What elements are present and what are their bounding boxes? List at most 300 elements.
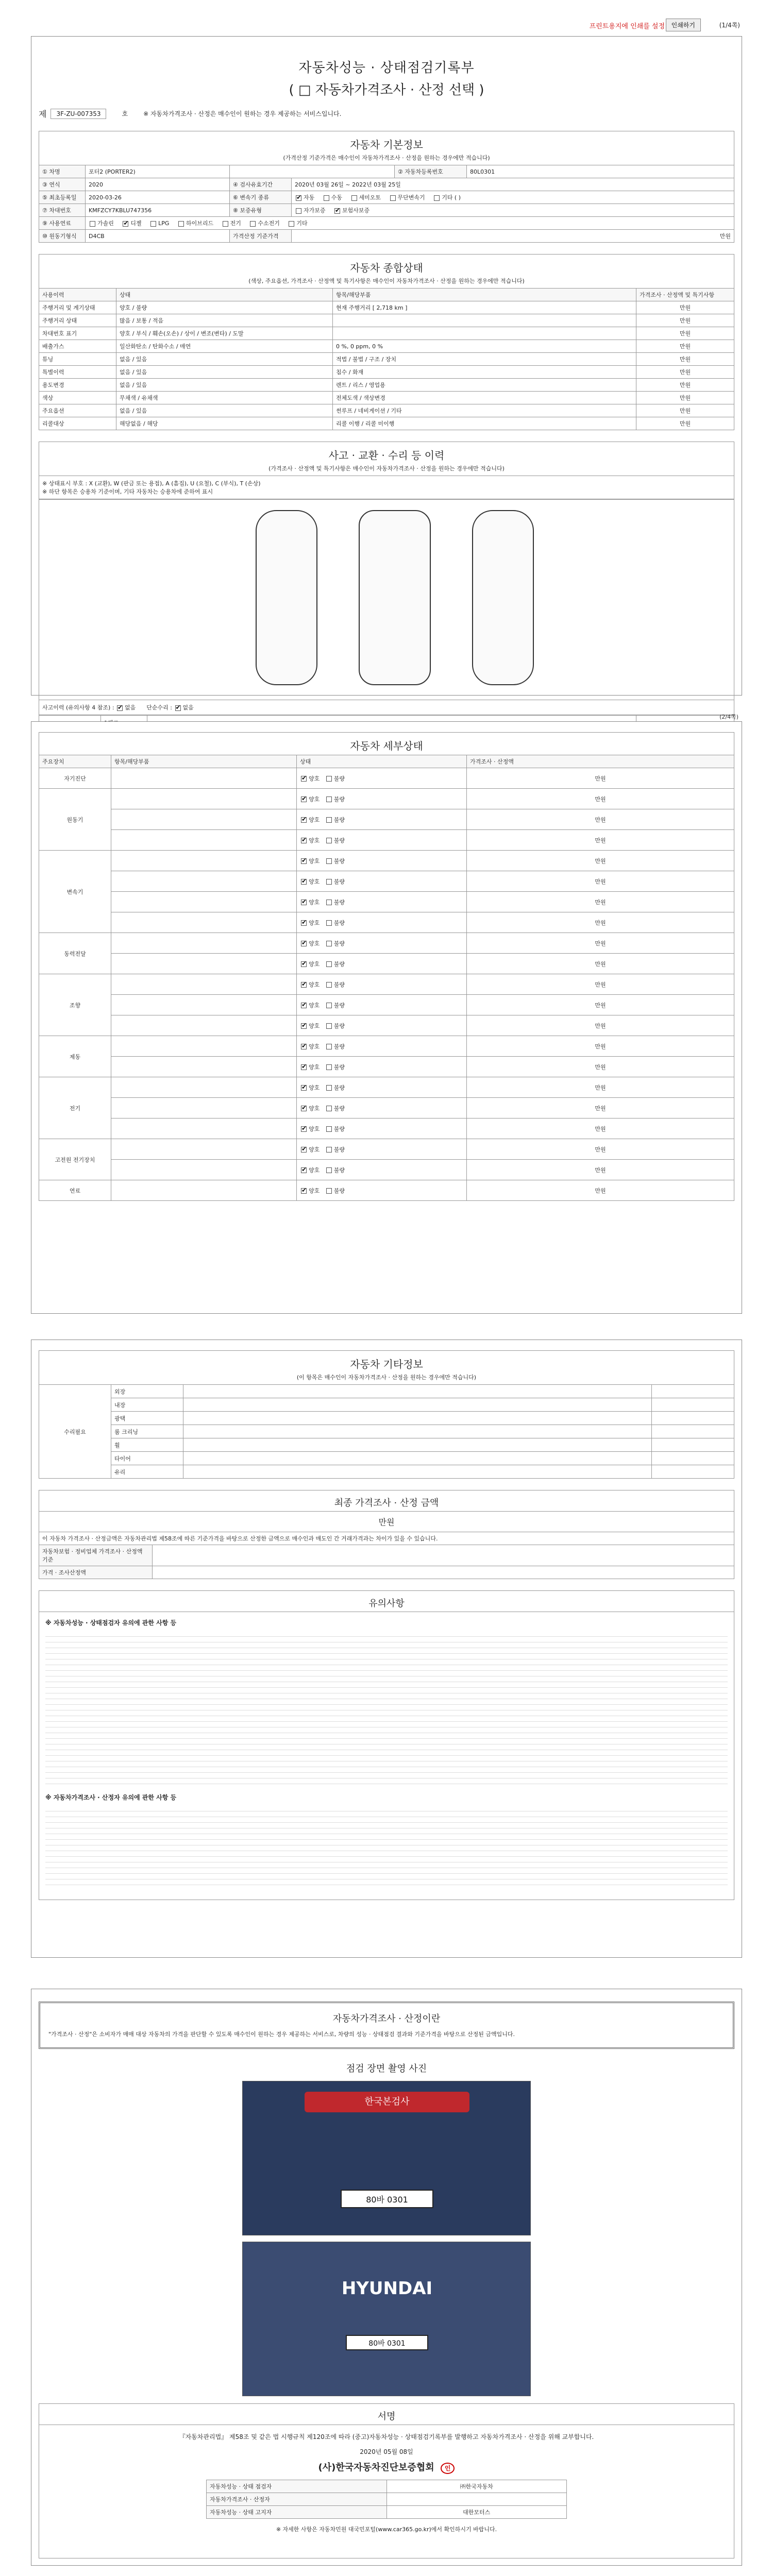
detail-item bbox=[111, 1077, 297, 1098]
summary-cell-detail: 적법 / 불법 / 구조 / 장치 bbox=[333, 353, 636, 366]
detail-state: ✔ 양호 불량 bbox=[297, 768, 467, 789]
summary-cell-detail bbox=[333, 314, 636, 327]
page-3 bbox=[31, 1340, 742, 1958]
other-row bbox=[39, 1465, 734, 1479]
detail-group: 자기진단 bbox=[39, 768, 111, 789]
notes-head-1: ※ 자동차성능 · 상태점검자 유의에 관한 사항 등 bbox=[45, 1619, 177, 1626]
other-state bbox=[183, 1465, 652, 1479]
year: 2020 bbox=[86, 178, 230, 191]
car-name: 포터2 (PORTER2) bbox=[86, 165, 230, 178]
state-good-checkbox[interactable] bbox=[301, 961, 307, 967]
detail-col-item: 항목/해당부품 bbox=[111, 755, 297, 768]
trans-label: ⑥ 변속기 종류 bbox=[230, 191, 292, 204]
detail-group: 연료 bbox=[39, 1180, 111, 1201]
detail-price: 만원 bbox=[467, 1160, 734, 1180]
detail-state: ✔양호 불량 bbox=[297, 1015, 467, 1036]
detail-state: ✔양호 불량 bbox=[297, 1057, 467, 1077]
state-good-checkbox[interactable] bbox=[301, 1167, 307, 1173]
detail-price: 만원 bbox=[467, 974, 734, 995]
detail-state: ✔양호 불량 bbox=[297, 1160, 467, 1180]
state-bad-checkbox[interactable] bbox=[326, 1003, 332, 1008]
warranty-insurer-checkbox[interactable] bbox=[334, 208, 340, 214]
summary-col-item: 항목/해당부품 bbox=[333, 289, 636, 301]
repair-none-checkbox[interactable] bbox=[175, 705, 181, 711]
trans-auto-checkbox[interactable] bbox=[296, 195, 301, 201]
state-good-checkbox[interactable] bbox=[301, 1106, 307, 1111]
summary-note: (색상, 주요옵션, 가격조사 · 산정액 및 특기사항은 매수인이 자동차가격조사 · 산정을 원하는 경우에만 적습니다) bbox=[39, 277, 734, 288]
summary-cell-state: 양호 / 부식 / 훼손(오손) / 상이 / 변조(변타) / 도말 bbox=[116, 327, 333, 340]
signature-seal: 인 bbox=[441, 2463, 455, 2474]
state-bad-checkbox[interactable] bbox=[326, 1044, 332, 1049]
other-group: 수리필요 bbox=[39, 1385, 111, 1479]
summary-cell-state: 무채색 / 유채색 bbox=[116, 392, 333, 404]
detail-item bbox=[111, 954, 297, 974]
detail-price: 만원 bbox=[467, 768, 734, 789]
detail-item bbox=[111, 995, 297, 1015]
summary-cell-label: 주행거리 상태 bbox=[39, 314, 116, 327]
summary-cell-label: 주요옵션 bbox=[39, 404, 116, 417]
state-bad-checkbox[interactable] bbox=[326, 941, 332, 946]
state-bad-checkbox[interactable] bbox=[326, 879, 332, 885]
summary-row bbox=[39, 340, 734, 353]
inspect-period-label: ④ 검사유효기간 bbox=[230, 178, 292, 191]
state-good-checkbox[interactable] bbox=[301, 920, 307, 926]
detail-item bbox=[111, 974, 297, 995]
detail-state: ✔양호 불량 bbox=[297, 1098, 467, 1118]
detail-group: 동력전달 bbox=[39, 933, 111, 974]
detail-price: 만원 bbox=[467, 1015, 734, 1036]
fuel-label: ⑨ 사용연료 bbox=[39, 217, 86, 230]
state-bad-checkbox[interactable] bbox=[326, 1106, 332, 1111]
detail-price: 만원 bbox=[467, 809, 734, 830]
trans-options: ✔ 자동 수동 세미오토 무단변속기 기타 ( ) bbox=[292, 191, 734, 204]
summary-row bbox=[39, 301, 734, 314]
summary-cell-price: 만원 bbox=[636, 314, 734, 327]
detail-item bbox=[111, 871, 297, 892]
notes-text-2 bbox=[45, 1806, 728, 1888]
fuel-gasoline-checkbox[interactable] bbox=[90, 221, 95, 227]
summary-cell-label: 튜닝 bbox=[39, 353, 116, 366]
detail-row bbox=[39, 1139, 734, 1160]
page-2 bbox=[31, 714, 742, 1314]
signature-footer: ※ 자세한 사항은 자동차민원 대국민포털(www.car365.go.kr)에서 확인하시기 바랍니다. bbox=[276, 2526, 497, 2533]
summary-cell-detail: 0 %, 0 ppm, 0 % bbox=[333, 340, 636, 353]
detail-price: 만원 bbox=[467, 830, 734, 851]
other-title: 자동차 기타정보 bbox=[39, 1350, 734, 1373]
detail-group: 조향 bbox=[39, 974, 111, 1036]
state-good-checkbox[interactable] bbox=[301, 817, 307, 823]
detail-row bbox=[39, 1160, 734, 1180]
state-good-checkbox[interactable] bbox=[301, 776, 307, 782]
seller-name: 대한모터스 bbox=[386, 2505, 567, 2518]
car-top-view-right bbox=[472, 510, 534, 685]
detail-price: 만원 bbox=[467, 851, 734, 871]
state-bad-checkbox[interactable] bbox=[326, 1085, 332, 1091]
trans-etc-checkbox[interactable] bbox=[434, 195, 440, 201]
state-good-checkbox[interactable] bbox=[301, 982, 307, 988]
summary-cell-state: 많음 / 보통 / 적음 bbox=[116, 314, 333, 327]
detail-state: ✔양호 불량 bbox=[297, 933, 467, 954]
first-reg: 2020-03-26 bbox=[86, 191, 230, 204]
summary-cell-state: 양호 / 불량 bbox=[116, 301, 333, 314]
state-bad-checkbox[interactable] bbox=[326, 961, 332, 967]
state-good-checkbox[interactable] bbox=[301, 1064, 307, 1070]
detail-price: 만원 bbox=[467, 1139, 734, 1160]
detail-col-state: 상태 bbox=[297, 755, 467, 768]
summary-cell-price: 만원 bbox=[636, 417, 734, 430]
car-top-view-left bbox=[256, 510, 317, 685]
signature-title: 서명 bbox=[39, 2403, 734, 2425]
reg-no: 80L0301 bbox=[467, 165, 734, 178]
final-description: 이 자동차 가격조사 · 산정금액은 자동차관리법 제58조에 따른 기준가격을 바탕으로 산정한 금액으로 매수인과 매도인 간 거래가격과는 차이가 있을 수 있습니다. bbox=[39, 1532, 734, 1545]
detail-state: ✔양호 불량 bbox=[297, 830, 467, 851]
state-good-checkbox[interactable] bbox=[301, 1003, 307, 1008]
year-label: ③ 연식 bbox=[39, 178, 86, 191]
print-notice: 프린트용지에 인쇄를 설정 bbox=[589, 23, 665, 30]
detail-item bbox=[111, 933, 297, 954]
summary-cell-price: 만원 bbox=[636, 392, 734, 404]
other-price bbox=[652, 1465, 734, 1479]
signature-date: 2020년 05월 08일 bbox=[360, 2448, 413, 2455]
page-indicator: (1/4쪽) bbox=[719, 22, 740, 29]
summary-cell-label: 주행거리 및 계기상태 bbox=[39, 301, 116, 314]
detail-row bbox=[39, 1098, 734, 1118]
detail-row bbox=[39, 1057, 734, 1077]
summary-row bbox=[39, 327, 734, 340]
summary-row bbox=[39, 353, 734, 366]
detail-table bbox=[39, 755, 734, 1201]
detail-state: ✔양호 불량 bbox=[297, 1077, 467, 1098]
detail-item bbox=[111, 809, 297, 830]
state-good-checkbox[interactable] bbox=[301, 1023, 307, 1029]
signature-org-row bbox=[46, 2460, 727, 2473]
detail-group: 제동 bbox=[39, 1036, 111, 1077]
reg-no-label: ② 자동차등록번호 bbox=[395, 165, 467, 178]
other-price bbox=[652, 1398, 734, 1412]
other-sub: 내장 bbox=[111, 1398, 183, 1412]
detail-state: ✔ 양호 불량 bbox=[297, 1180, 467, 1201]
state-good-checkbox[interactable] bbox=[301, 1044, 307, 1049]
state-bad-checkbox[interactable] bbox=[326, 920, 332, 926]
fuel-options: 가솔린 ✔ 디젤 LPG 하이브리드 전기 수소전기 기타 bbox=[86, 217, 734, 230]
basic-info-title: 자동차 기본정보 bbox=[39, 131, 734, 154]
accident-title: 사고 · 교환 · 수리 등 이력 bbox=[39, 442, 734, 464]
other-sub: 광택 bbox=[111, 1412, 183, 1425]
detail-item bbox=[111, 830, 297, 851]
vin-label: ⑦ 차대번호 bbox=[39, 204, 86, 217]
detail-state: ✔양호 불량 bbox=[297, 851, 467, 871]
vin: KMFZCY7KBLU747356 bbox=[86, 204, 230, 217]
print-button[interactable]: 인쇄하기 bbox=[666, 19, 701, 31]
summary-cell-detail: 전체도색 / 색상변경 bbox=[333, 392, 636, 404]
summary-cell-label: 배출가스 bbox=[39, 340, 116, 353]
summary-table bbox=[39, 288, 734, 430]
document-subtitle: ( □ 자동차가격조사 · 산정 선택 ) bbox=[289, 82, 484, 98]
notes-text-1 bbox=[45, 1631, 728, 1786]
detail-row bbox=[39, 995, 734, 1015]
other-price bbox=[652, 1412, 734, 1425]
fuel-hydrogen-checkbox[interactable] bbox=[250, 221, 256, 227]
summary-cell-detail bbox=[333, 327, 636, 340]
state-bad-checkbox[interactable] bbox=[326, 1147, 332, 1153]
summary-cell-detail: 현재 주행거리 [ 2,718 km ] bbox=[333, 301, 636, 314]
detail-item bbox=[111, 1036, 297, 1057]
detail-item bbox=[111, 851, 297, 871]
other-price bbox=[652, 1425, 734, 1438]
state-good-checkbox[interactable] bbox=[301, 879, 307, 885]
detail-group: 고전원 전기장치 bbox=[39, 1139, 111, 1180]
header-notice: ※ 자동차가격조사 · 산정은 매수인이 원하는 경우 제공하는 서비스입니다. bbox=[143, 110, 342, 117]
detail-state: ✔양호 불량 bbox=[297, 995, 467, 1015]
detail-row bbox=[39, 789, 734, 809]
summary-cell-detail: 썬루프 / 네비게이션 / 기타 bbox=[333, 404, 636, 417]
photo-plate-rear: 80바 0301 bbox=[346, 2335, 428, 2350]
state-bad-checkbox[interactable] bbox=[326, 1167, 332, 1173]
fuel-diesel-checkbox[interactable] bbox=[123, 221, 128, 227]
page-4 bbox=[31, 1989, 742, 2566]
detail-item bbox=[111, 1139, 297, 1160]
trans-semi-checkbox[interactable] bbox=[351, 195, 357, 201]
detail-state: ✔양호 불량 bbox=[297, 1036, 467, 1057]
detail-item bbox=[111, 912, 297, 933]
detail-price: 만원 bbox=[467, 954, 734, 974]
summary-cell-state: 일산화탄소 / 탄화수소 / 매연 bbox=[116, 340, 333, 353]
other-row bbox=[39, 1425, 734, 1438]
intro-title: 자동차가격조사 · 산정이란 bbox=[332, 2013, 441, 2024]
detail-state: ✔양호 불량 bbox=[297, 892, 467, 912]
detail-state: ✔양호 불량 bbox=[297, 1139, 467, 1160]
summary-row bbox=[39, 404, 734, 417]
detail-state: ✔양호 불량 bbox=[297, 1118, 467, 1139]
document-number-row bbox=[31, 108, 742, 120]
detail-row bbox=[39, 1015, 734, 1036]
state-good-checkbox[interactable] bbox=[301, 941, 307, 946]
state-bad-checkbox[interactable] bbox=[326, 858, 332, 864]
signature-text: 『자동차관리법』 제58조 및 같은 법 시행규칙 제120조에 따라 (중고)자동차성능 · 상태점검기록부를 발행하고 자동차가격조사 · 산정을 위해 교부합니다. bbox=[179, 2433, 594, 2441]
state-good-checkbox[interactable] bbox=[301, 1085, 307, 1091]
other-row bbox=[39, 1452, 734, 1465]
inspect-period: 2020년 03월 26일 ~ 2022년 03월 25일 bbox=[292, 178, 734, 191]
photo-rear bbox=[242, 2242, 531, 2396]
detail-price: 만원 bbox=[467, 1098, 734, 1118]
detail-item bbox=[111, 789, 297, 809]
detail-item bbox=[111, 1015, 297, 1036]
detail-title: 자동차 세부상태 bbox=[39, 732, 734, 755]
other-table bbox=[39, 1384, 734, 1479]
warranty-options: 자가보증 ✔ 보험사보증 bbox=[292, 204, 734, 217]
summary-cell-detail: 침수 / 화재 bbox=[333, 366, 636, 379]
summary-cell-price: 만원 bbox=[636, 340, 734, 353]
fuel-lpg-checkbox[interactable] bbox=[150, 221, 156, 227]
summary-title: 자동차 종합상태 bbox=[39, 254, 734, 277]
detail-row bbox=[39, 912, 734, 933]
other-sub: 타이어 bbox=[111, 1452, 183, 1465]
state-good-checkbox[interactable] bbox=[301, 796, 307, 802]
accident-legend: ※ 상태표시 부호 : X (교환), W (판금 또는 용접), A (흠집), U (요철), C (부식), T (손상) ※ 하단 항목은 승용차 기준이며, 기타 자동차는 승용차에 준하여 표시 bbox=[39, 476, 734, 499]
photo-plate-front: 80바 0301 bbox=[341, 2190, 433, 2208]
summary-row bbox=[39, 417, 734, 430]
detail-row bbox=[39, 871, 734, 892]
detail-row bbox=[39, 1118, 734, 1139]
state-bad-checkbox[interactable] bbox=[326, 838, 332, 843]
fuel-electric-checkbox[interactable] bbox=[223, 221, 228, 227]
detail-group: 변속기 bbox=[39, 851, 111, 933]
other-state bbox=[183, 1412, 652, 1425]
state-good-checkbox[interactable] bbox=[301, 1126, 307, 1132]
pricer-name bbox=[386, 2493, 567, 2505]
summary-cell-label: 리콜대상 bbox=[39, 417, 116, 430]
summary-cell-label: 특별이력 bbox=[39, 366, 116, 379]
summary-cell-price: 만원 bbox=[636, 301, 734, 314]
notes-box bbox=[39, 1612, 734, 1900]
detail-row bbox=[39, 954, 734, 974]
other-price bbox=[652, 1452, 734, 1465]
summary-cell-label: 색상 bbox=[39, 392, 116, 404]
warranty-label: ⑧ 보증유형 bbox=[230, 204, 292, 217]
intro-text: "가격조사 · 산정"은 소비자가 매매 대상 자동차의 가격을 판단할 수 있도록 매수인이 원하는 경우 제공하는 서비스로, 차량의 성능 · 상태점검 결과와 기준가격을 바탕으로 산정된 금액입니다. bbox=[48, 2031, 515, 2038]
detail-item bbox=[111, 892, 297, 912]
notes-title: 유의사항 bbox=[39, 1590, 734, 1612]
state-good-checkbox[interactable] bbox=[301, 1188, 307, 1194]
other-price bbox=[652, 1385, 734, 1398]
summary-col-use: 사용이력 bbox=[39, 289, 116, 301]
price-basis-unit: 만원 bbox=[292, 230, 734, 243]
other-row bbox=[39, 1398, 734, 1412]
summary-cell-price: 만원 bbox=[636, 353, 734, 366]
detail-item bbox=[111, 1057, 297, 1077]
detail-state: ✔양호 불량 bbox=[297, 974, 467, 995]
summary-row bbox=[39, 379, 734, 392]
no-label: 제 bbox=[39, 109, 47, 119]
state-bad-checkbox[interactable] bbox=[326, 1023, 332, 1029]
summary-cell-detail: 렌트 / 리스 / 영업용 bbox=[333, 379, 636, 392]
state-bad-checkbox[interactable] bbox=[326, 817, 332, 823]
state-bad-checkbox[interactable] bbox=[326, 982, 332, 988]
detail-state: ✔양호 불량 bbox=[297, 809, 467, 830]
state-good-checkbox[interactable] bbox=[301, 900, 307, 905]
fuel-hybrid-checkbox[interactable] bbox=[178, 221, 184, 227]
other-state bbox=[183, 1452, 652, 1465]
detail-row bbox=[39, 851, 734, 871]
detail-col-price: 가격조사 · 산정액 bbox=[467, 755, 734, 768]
detail-price: 만원 bbox=[467, 871, 734, 892]
warranty-self-checkbox[interactable] bbox=[296, 208, 301, 214]
summary-col-state: 상태 bbox=[116, 289, 333, 301]
state-bad-checkbox[interactable] bbox=[326, 776, 332, 782]
car-diagram bbox=[39, 499, 734, 700]
trans-manual-checkbox[interactable] bbox=[324, 195, 329, 201]
detail-item bbox=[111, 768, 297, 789]
top-toolbar bbox=[31, 15, 742, 36]
final-table bbox=[39, 1511, 734, 1579]
state-good-checkbox[interactable] bbox=[301, 1147, 307, 1153]
other-row bbox=[39, 1385, 734, 1398]
trans-cvt-checkbox[interactable] bbox=[390, 195, 396, 201]
summary-cell-state: 해당없음 / 해당 bbox=[116, 417, 333, 430]
accident-note: (가격조사 · 산정액 및 특기사항은 매수인이 자동차가격조사 · 산정을 원하는 경우에만 적습니다) bbox=[39, 464, 734, 476]
first-reg-label: ⑤ 최초등록일 bbox=[39, 191, 86, 204]
detail-row bbox=[39, 809, 734, 830]
summary-cell-state: 없음 / 있음 bbox=[116, 366, 333, 379]
detail-row bbox=[39, 1077, 734, 1098]
accident-none-checkbox[interactable] bbox=[117, 705, 123, 711]
document-title: 자동차성능 · 상태점검기록부 bbox=[298, 60, 475, 76]
summary-col-price: 가격조사 · 산정액 및 특기사항 bbox=[636, 289, 734, 301]
other-state bbox=[183, 1385, 652, 1398]
state-good-checkbox[interactable] bbox=[301, 838, 307, 843]
summary-row bbox=[39, 366, 734, 379]
fuel-etc-checkbox[interactable] bbox=[289, 221, 294, 227]
page-1 bbox=[31, 36, 742, 711]
summary-cell-price: 만원 bbox=[636, 404, 734, 417]
photos-title: 점검 장면 촬영 사진 bbox=[346, 2063, 427, 2074]
checker-name: ㈜한국자동차 bbox=[386, 2480, 567, 2493]
detail-state: ✔양호 불량 bbox=[297, 954, 467, 974]
state-bad-checkbox[interactable] bbox=[326, 1126, 332, 1132]
summary-cell-price: 만원 bbox=[636, 366, 734, 379]
detail-price: 만원 bbox=[467, 1036, 734, 1057]
detail-row bbox=[39, 892, 734, 912]
price-basis-label: 가격산정 기준가격 bbox=[230, 230, 292, 243]
photo-brand: HYUNDAI bbox=[341, 2278, 433, 2299]
basic-info-note: (가격산정 기준가격은 매수인이 자동차가격조사 · 산정을 원하는 경우에만 적습니다) bbox=[39, 154, 734, 165]
other-price bbox=[652, 1438, 734, 1452]
motor-label: ⑩ 원동기형식 bbox=[39, 230, 86, 243]
detail-price: 만원 bbox=[467, 912, 734, 933]
motor: D4CB bbox=[86, 230, 230, 243]
other-note: (이 항목은 매수인이 자동차가격조사 · 산정을 원하는 경우에만 적습니다) bbox=[39, 1373, 734, 1384]
detail-item bbox=[111, 1160, 297, 1180]
summary-row bbox=[39, 314, 734, 327]
detail-row bbox=[39, 1180, 734, 1201]
detail-price: 만원 bbox=[467, 1057, 734, 1077]
document-number: 3F-ZU-007353 bbox=[51, 109, 106, 119]
state-bad-checkbox[interactable] bbox=[326, 1188, 332, 1194]
other-state bbox=[183, 1438, 652, 1452]
other-sub: 유리 bbox=[111, 1465, 183, 1479]
detail-group: 원동기 bbox=[39, 789, 111, 851]
intro-box bbox=[39, 2002, 734, 2049]
final-amount-unit: 만원 bbox=[39, 1512, 734, 1532]
car-frame-view bbox=[359, 510, 431, 685]
state-bad-checkbox[interactable] bbox=[326, 900, 332, 905]
detail-price: 만원 bbox=[467, 789, 734, 809]
photo-banner: 한국본검사 bbox=[305, 2092, 469, 2112]
final-title: 최종 가격조사 · 산정 금액 bbox=[39, 1490, 734, 1511]
detail-state: ✔양호 불량 bbox=[297, 871, 467, 892]
page-2-label: (2/4쪽) bbox=[719, 714, 738, 720]
summary-cell-price: 만원 bbox=[636, 327, 734, 340]
detail-col-main: 주요장치 bbox=[39, 755, 111, 768]
detail-row bbox=[39, 974, 734, 995]
summary-cell-state: 없음 / 있음 bbox=[116, 353, 333, 366]
final-basis-label: 가격 · 조사산정액 bbox=[39, 1566, 153, 1579]
state-bad-checkbox[interactable] bbox=[326, 1064, 332, 1070]
state-good-checkbox[interactable] bbox=[301, 858, 307, 864]
signer-table: 자동차성능 · 상태 점검자 ㈜한국자동차 자동차가격조사 · 산정자 자동차성능 · 상태 고지자 대한모터스 bbox=[206, 2480, 567, 2519]
other-sub: 룸 크리닝 bbox=[111, 1425, 183, 1438]
other-state bbox=[183, 1425, 652, 1438]
detail-state: ✔양호 불량 bbox=[297, 789, 467, 809]
notes-head-2: ※ 자동차가격조사 · 산정자 유의에 관한 사항 등 bbox=[45, 1794, 177, 1801]
basic-info-table bbox=[39, 165, 734, 243]
photo-front bbox=[242, 2081, 531, 2235]
other-state bbox=[183, 1398, 652, 1412]
other-sub: 외장 bbox=[111, 1385, 183, 1398]
state-bad-checkbox[interactable] bbox=[326, 796, 332, 802]
signature-org: (사)한국자동차진단보증협회 bbox=[318, 2462, 434, 2473]
detail-price: 만원 bbox=[467, 892, 734, 912]
